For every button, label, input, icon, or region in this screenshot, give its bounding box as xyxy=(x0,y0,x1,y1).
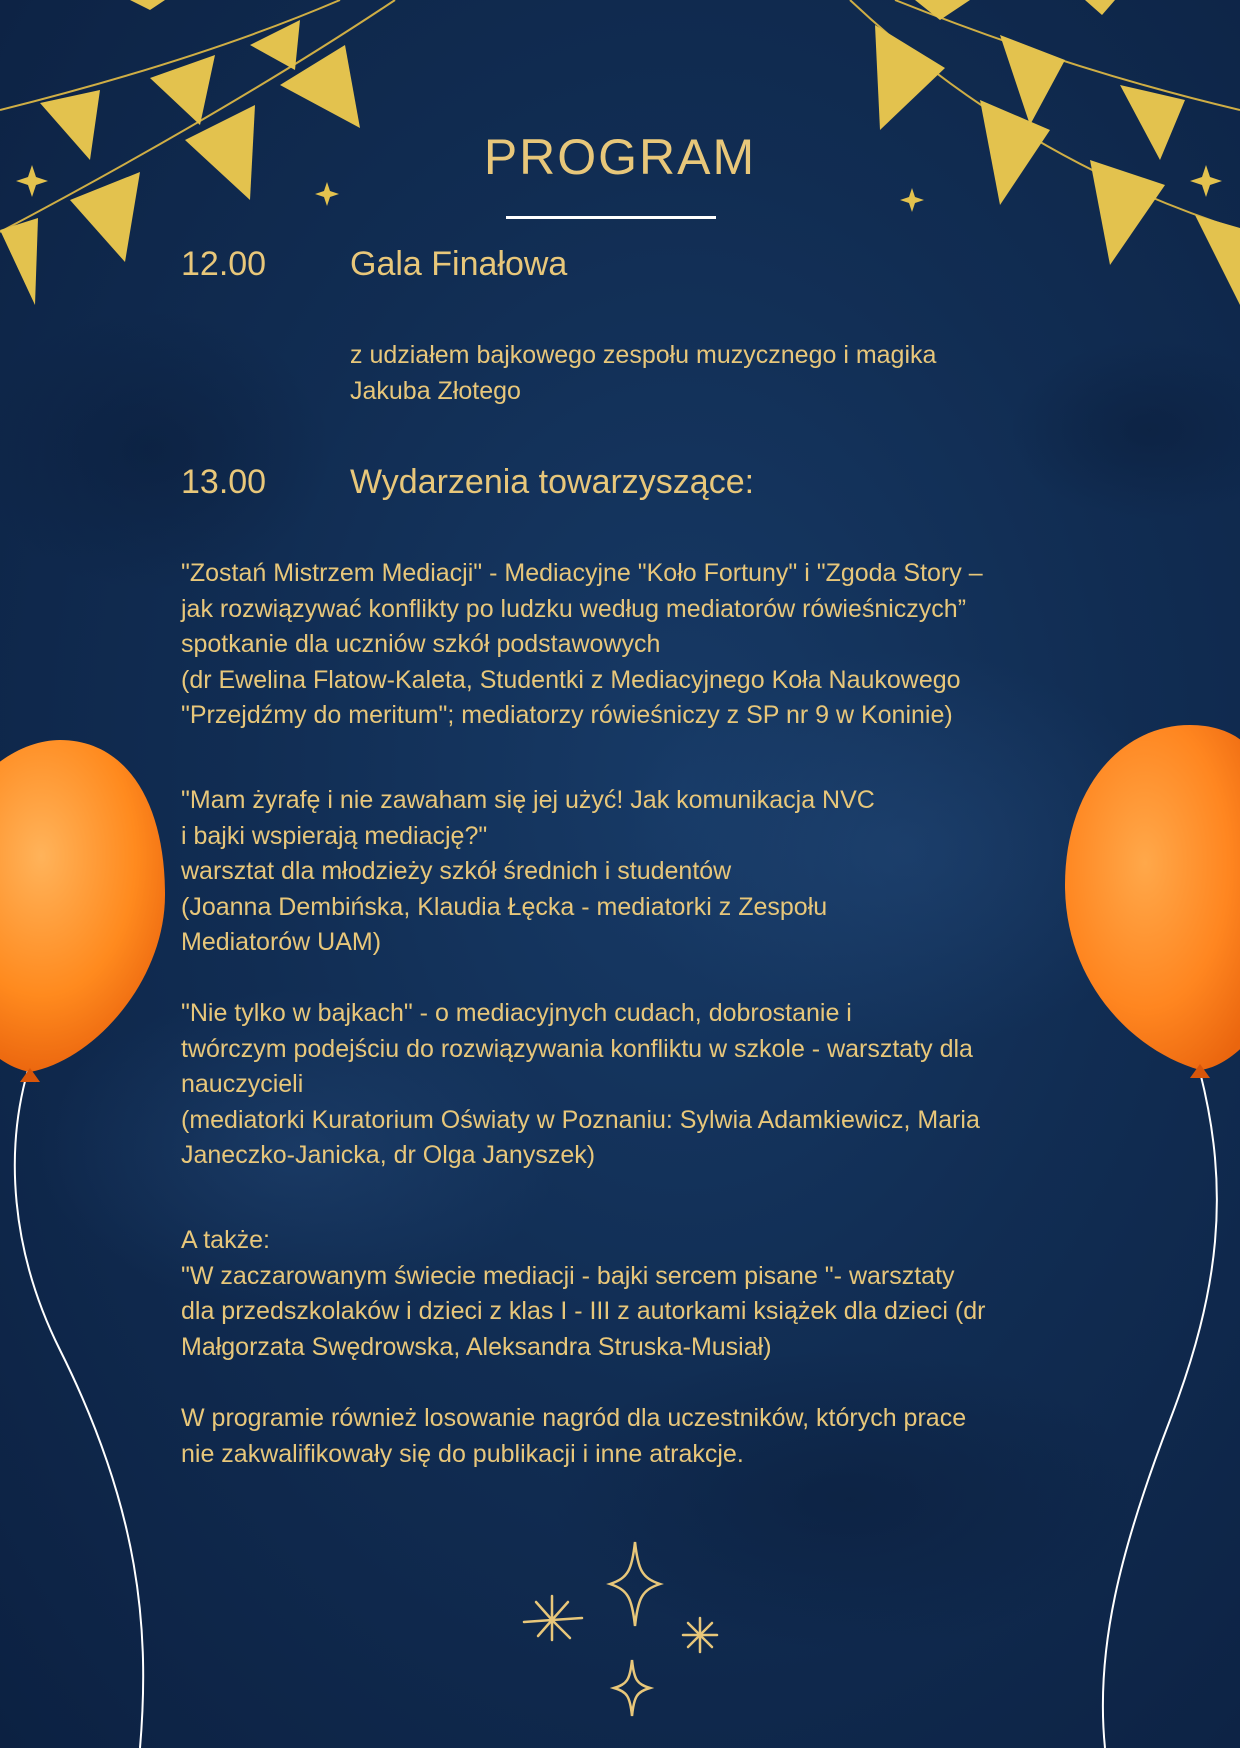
event-mediation-master: "Zostań Mistrzem Mediacji" - Mediacyjne "Koło Fortuny" i "Zgoda Story – jak rozwiązywać konflikty po ludzku według mediatorów rówieśniczych” spotkanie dla uczniów szkół podstawowych (dr Ewelina Flatow-Kaleta, Studentki z Mediacyjnego Koła Naukowego "Przejdźmy do meritum"; mediatorzy rówieśniczy z SP nr 9 w Koninie) xyxy=(181,559,983,729)
schedule-time-1: 12.00 xyxy=(181,245,267,283)
schedule-heading-gala: Gala Finałowa xyxy=(350,245,568,283)
schedule-heading-events: Wydarzenia towarzyszące: xyxy=(350,463,755,501)
event-prize-draw: W programie również losowanie nagród dla uczestników, których prace nie zakwalifikowały się do publikacji i inne atrakcje. xyxy=(181,1404,967,1468)
event-teachers-workshop: "Nie tylko w bajkach" - o mediacyjnych cudach, dobrostanie i twórczym podejściu do rozwiązywania konfliktu w szkole - warsztaty dla nauczycieli (mediatorki Kuratorium Oświaty w Poznaniu: Sylwia Adamkiewicz, Maria Janeczko-Janicka, dr Olga Janyszek) xyxy=(181,999,980,1169)
sparkles-icon xyxy=(510,1530,730,1720)
event-children-workshop: A także: "W zaczarowanym świecie mediacji - bajki sercem pisane "- warsztaty dla przedszkolaków i dzieci z klas I - III z autorkami książek dla dzieci (dr Małgorzata Swędrowska, Aleksandra Struska-Musiał) xyxy=(181,1226,986,1361)
balloon-left-icon xyxy=(0,730,180,1748)
event-nvc-workshop: "Mam żyrafę i nie zawaham się jej użyć! Jak komunikacja NVC i bajki wspierają mediację?" warsztat dla młodzieży szkół średnich i studentów (Joanna Dembińska, Klaudia Łęcka - mediatorki z Zespołu Mediatorów UAM) xyxy=(181,786,875,956)
title-underline xyxy=(506,216,716,219)
gala-subtitle: z udziałem bajkowego zespołu muzycznego i magika Jakuba Złotego xyxy=(350,341,937,405)
page-title: PROGRAM xyxy=(483,129,757,185)
schedule-time-2: 13.00 xyxy=(181,463,267,501)
